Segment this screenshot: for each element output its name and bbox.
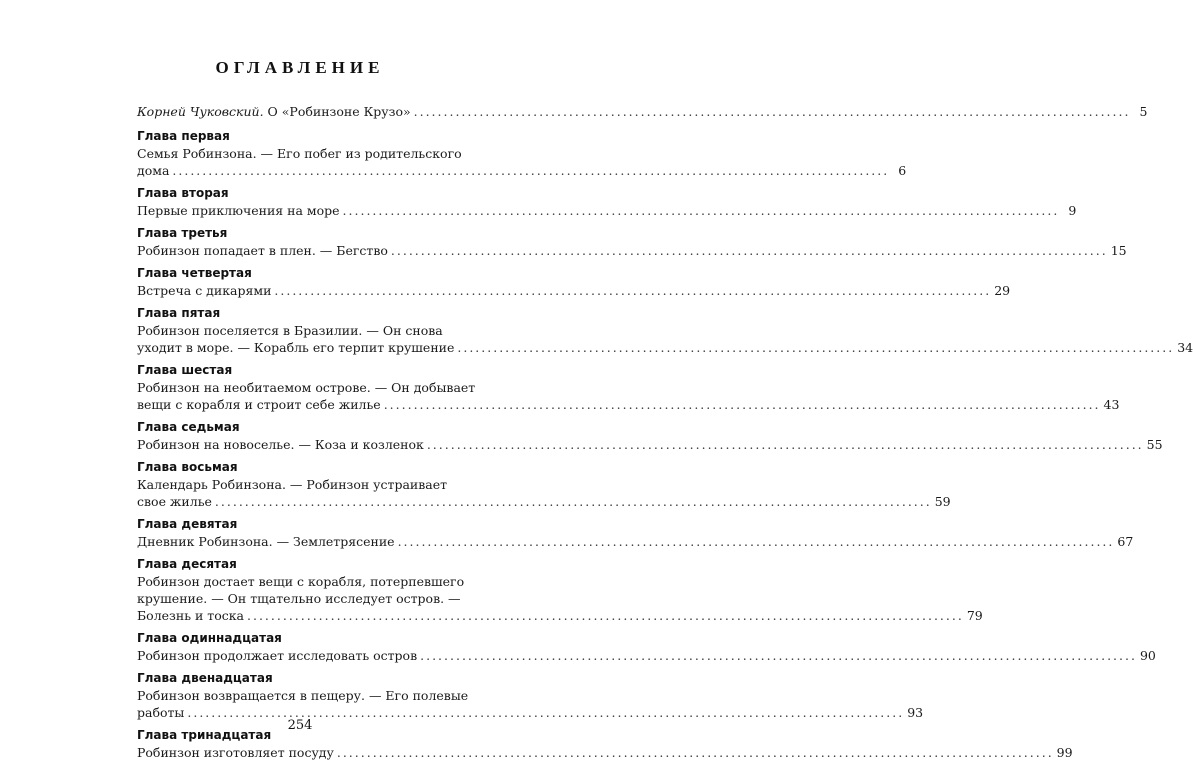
- table-of-contents: [137, 103, 1193, 761]
- page-number: 67: [1117, 534, 1134, 549]
- dot-leader: ........................................................................................................................: [383, 397, 1101, 412]
- intro-author: Корней Чуковский.: [137, 104, 264, 119]
- chapter-description-line: крушение. — Он тщательно исследует остров. —: [137, 591, 461, 606]
- chapter-description-line: Первые приключения на море: [137, 203, 340, 218]
- chapter-description-line: дома: [137, 163, 170, 178]
- chapter-description-line: работы: [137, 705, 185, 720]
- chapter-description-row: [137, 493, 951, 510]
- page-number: 6: [898, 163, 907, 178]
- chapter-description-line: Робинзон продолжает исследовать остров: [137, 648, 418, 663]
- page-title: ОГЛАВЛЕНИЕ: [215, 58, 385, 77]
- chapter-description-row: [137, 533, 1134, 550]
- dot-leader: ........................................................................................................................: [342, 203, 1060, 218]
- page-number: 9: [1068, 203, 1077, 218]
- dot-leader: ........................................................................................................................: [397, 534, 1115, 549]
- page-number: 43: [1103, 397, 1120, 412]
- chapter-description-row: [137, 396, 1120, 413]
- toc-entry: [137, 630, 1156, 664]
- dot-leader: ........................................................................................................................: [336, 745, 1054, 760]
- chapter-description-line: вещи с корабля и строит себе жилье: [137, 397, 381, 412]
- page-number: 5: [1139, 104, 1148, 119]
- chapter-description-line: Робинзон попадает в плен. — Бегство: [137, 243, 388, 258]
- toc-entry: [137, 225, 1127, 259]
- chapter-description-row: [137, 202, 1077, 219]
- chapter-description-line: Дневник Робинзона. — Землетрясение: [137, 534, 395, 549]
- chapter-heading: Глава третья: [137, 226, 228, 240]
- dot-leader: ........................................................................................................................: [214, 494, 932, 509]
- toc-entry: [137, 516, 1134, 550]
- chapter-description-row: [137, 162, 907, 179]
- chapter-description-line: Календарь Робинзона. — Робинзон устраивает: [137, 477, 448, 492]
- chapter-description-line: Робинзон на новоселье. — Коза и козленок: [137, 437, 424, 452]
- dot-leader: ........................................................................................................................: [172, 163, 890, 178]
- chapter-heading: Глава восьмая: [137, 460, 238, 474]
- page-number: 90: [1139, 648, 1156, 663]
- chapter-description-line: Робинзон изготовляет посуду: [137, 745, 334, 760]
- dot-leader: ........................................................................................................................: [413, 104, 1131, 119]
- chapter-heading: Глава первая: [137, 129, 230, 143]
- chapter-description-row: [137, 607, 983, 624]
- toc-entry: [137, 362, 1120, 413]
- dot-leader: ........................................................................................................................: [247, 608, 964, 623]
- dot-leader: ........................................................................................................................: [390, 243, 1108, 258]
- chapter-heading: Глава двенадцатая: [137, 671, 273, 685]
- chapter-description-line: Робинзон поселяется в Бразилии. — Он снова: [137, 323, 443, 338]
- chapter-heading: Глава вторая: [137, 186, 229, 200]
- chapter-list: [137, 128, 1193, 761]
- chapter-description-row: [137, 647, 1156, 664]
- dot-leader: ........................................................................................................................: [420, 648, 1137, 663]
- chapter-description-row: [137, 436, 1163, 453]
- chapter-description-line: Семья Робинзона. — Его побег из родительского: [137, 146, 462, 161]
- chapter-heading: Глава одиннадцатая: [137, 631, 282, 645]
- chapter-description-line: Встреча с дикарями: [137, 283, 272, 298]
- toc-entry: [137, 185, 1077, 219]
- chapter-heading: Глава четвертая: [137, 266, 252, 280]
- folio-page-number: 254: [287, 718, 313, 733]
- chapter-description-line: Робинзон возвращается в пещеру. — Его полевые: [137, 688, 469, 703]
- toc-entry: [137, 670, 924, 721]
- dot-leader: ........................................................................................................................: [426, 437, 1144, 452]
- page-number: 99: [1056, 745, 1073, 760]
- dot-leader: ........................................................................................................................: [187, 705, 905, 720]
- chapter-heading: Глава тринадцатая: [137, 728, 272, 742]
- toc-entry-intro: [137, 103, 1148, 120]
- chapter-description-row: [137, 339, 1193, 356]
- page-number: 93: [907, 705, 924, 720]
- toc-entry: [137, 459, 951, 510]
- chapter-heading: Глава девятая: [137, 517, 238, 531]
- chapter-heading: Глава десятая: [137, 557, 237, 571]
- chapter-heading: Глава пятая: [137, 306, 221, 320]
- intro-title: О «Робинзоне Крузо»: [263, 104, 411, 119]
- page-number: 15: [1110, 243, 1127, 258]
- chapter-description-line: свое жилье: [137, 494, 212, 509]
- toc-entry: [137, 419, 1163, 453]
- chapter-heading: Глава седьмая: [137, 420, 240, 434]
- toc-entry: [137, 305, 1193, 356]
- page-number: 79: [966, 608, 983, 623]
- page-number: 29: [994, 283, 1011, 298]
- chapter-description-line: Робинзон на необитаемом острове. — Он добывает: [137, 380, 476, 395]
- chapter-description-line: Болезнь и тоска: [137, 608, 244, 623]
- toc-entry: [137, 128, 907, 179]
- chapter-description-row: [137, 744, 1073, 761]
- toc-entry: [137, 265, 1011, 299]
- toc-entry: [137, 556, 983, 624]
- dot-leader: ........................................................................................................................: [457, 340, 1175, 355]
- chapter-description-line: Робинзон достает вещи с корабля, потерпевшего: [137, 574, 465, 589]
- chapter-heading: Глава шестая: [137, 363, 233, 377]
- chapter-description-row: [137, 282, 1011, 299]
- page-number: 59: [934, 494, 951, 509]
- chapter-description-row: [137, 242, 1127, 259]
- page-number: 55: [1146, 437, 1163, 452]
- chapter-description-line: уходит в море. — Корабль его терпит крушение: [137, 340, 455, 355]
- page-number: 34: [1177, 340, 1193, 355]
- dot-leader: ........................................................................................................................: [274, 283, 992, 298]
